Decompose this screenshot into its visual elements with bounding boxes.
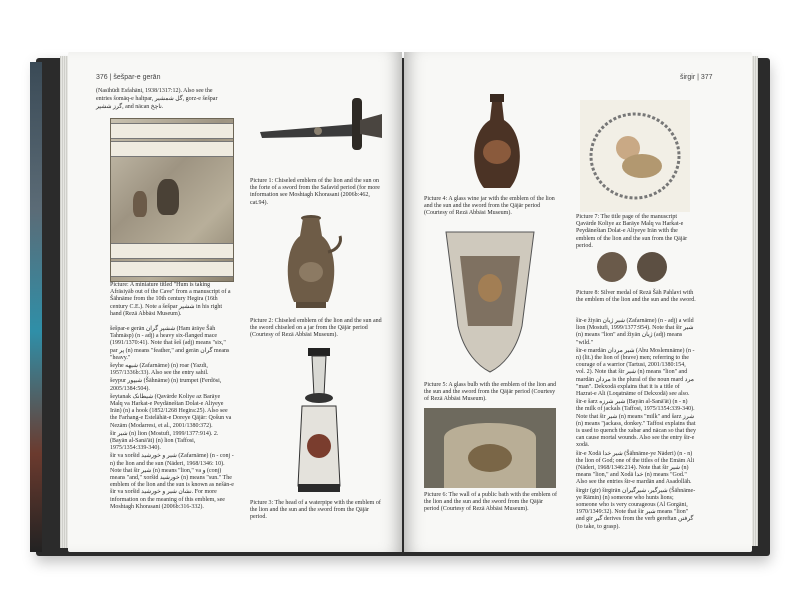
left-col-intro (96, 88, 236, 113)
entry-seypur: šeypur شیپور (Šāhnāme) (n) trumpet (Ferdōsi, 2005/1384:504). (110, 378, 222, 392)
miniature-figure-2 (133, 191, 147, 217)
public-bath-wall-image (424, 408, 556, 488)
silver-medal-image (594, 250, 674, 284)
miniature-caption: Picture: A miniature titled "Hum is taking Afrāsiyāb out of the Cave" from a manuscript of a Šāhnāme from the 10th century Hegira (16th century C.E.). Note a šešpar ششپر in his right hand (Rezā Abbāsi Museum). (110, 282, 231, 317)
picture-5-caption: Picture 5: A glass bulb with the emblem of the lion and the sun and the sword from the Qājār period (Courtesy of Rezā Abbāsi Museum). (424, 382, 557, 403)
glass-wine-jar-image (462, 92, 532, 192)
entry-sirgir: širgir (gir) širgirān شیرگیر، شیرگیران (Šāhnāme-ye Rāmin) (n) someone who hunts lions; someone who is very courageous (Al Gorgāni, 1970/1349:32). Note that šir شیر means "lion" and gir گیر derives from the verb gereftan گرفتن (to take, to grasp). (576, 487, 696, 530)
miniature-painting-image (110, 118, 234, 282)
book-spine-edge (30, 62, 42, 552)
miniature-text-band-3 (111, 243, 233, 259)
left-entries (110, 326, 234, 512)
entry-sir-va-xorsid: šir va xoršid شیر و خورشید (Zafarnāme) (n - conj - n) the lion and the sun (Nāderi, 1968/1346: 10). Note that šir شیر (n) means "lion," va و (conj) means "and," xoršid خورشید (n) means "sun." The emblem of the lion and the sun is known as nešān-e šir va xoršid نشان شیر و خورشید. For more information on the meaning of this emblem, see Moshtagh Khorasani (2006b:316-332). (110, 453, 234, 510)
entry-sir: šir شیر (n) lion (Mostufi, 1999/1377:914). 2. (Bayān al-Sanā'āt) (n) lion (Taffosi, 1975/1354:339-340). (110, 430, 219, 452)
left-page-header: 376 | šešpar-e gerān (96, 74, 161, 81)
sword-hilt-image (256, 94, 386, 154)
entry-sir-e-sarz: šir-e šarz شیر شرزه (Bayān al-Sanā'āt) (n - n) the milk of jackals (Taffosi, 1975/1354:339-340). Note that šir شیر (n) means "milk" and šarz شرز (n) means "jackass, donkey." Taffosi explains that is used to quench the xabar and nācan so that they can cause mortal wounds. Also see the entry šir-e xodā. (576, 399, 696, 449)
entry-sir-e-mardan: šir-e mardān شیر مردان (Abu Moslemnāme) (n - n) (lit.) the lion of (brave) men; referring to the courage of a warrior (Tartusi, 2001/1380:154, vol. 2). Note that šir شیر (n) means "lion" and mardān مردان is the plural of the noun mard مرد "man". Dekxodā explains that it is a title of Hazrat-e Ali (Loqatnāme of Dekxodā) see also. (576, 347, 695, 398)
miniature-text-band-top (111, 123, 233, 139)
entry-sespar-e-geran: šešpar-e gerān ششپر گران (Ham ārāye Šāh Tahmāsp) (n - adj) a heavy six-flanged mace (1991/1370:41). Note that šeš (adj) means "six," par پر (n) means "feather," and gerān گران means "heavy." (110, 326, 230, 361)
glass-bulb-image (440, 226, 540, 376)
manuscript-title-page-image (580, 100, 690, 212)
intro-line-2: entries šomāq-e haltpar, گل شمشیر, gorz-e šešpar (96, 96, 218, 103)
entry-sir-e-xoda: šir-e Xodā شیر خدا (Šāhnāme-ye Nāderi) (n - n) the lion of God; one of the titles of the Emām Ali (Nāderi, 1968/1346:214). Note that šir شیر (n) means "lion," and Xodā خدا (n) means "God." Also see the entries šir-e mardān and Asadollāh. (576, 450, 695, 486)
miniature-figure (157, 179, 179, 215)
picture-4-caption: Picture 4: A glass wine jar with the emblem of the lion and the sun and the sword from the Qājār period (Courtesy of Rezā Abbāsi Museum). (424, 196, 555, 217)
intro-line-1: (Nasīhūdi Esfahāni, 1938/1317:12). Also see the (96, 88, 213, 94)
miniature-text-band-2 (111, 141, 233, 157)
picture-8-caption: Picture 8: Silver medal of Rezā Šāh Pahlavi with the emblem of the lion and the sun and the sword. (576, 290, 696, 304)
right-entries (576, 318, 696, 532)
picture-2-caption: Picture 2: Chiseled emblem of the lion and the sun and the sword chiseled on a jar from the Qājār period (Courtesy of Rezā Abbāsi Museum). (250, 318, 382, 339)
picture-1-caption: Picture 1: Chiseled emblem of the lion and the sun on the forte of a sword from the Safavid period (for more information see Moshtagh Khorasani (2006b:462, cat.94). (250, 178, 380, 206)
intro-line-3: گرز ششپر, and nācan ناچخ. (96, 104, 164, 111)
entry-seytanak: šeytanak شیطانک (Qavārde Koliye az Barāye Malq va Harkat-e Peydāneštan Dolat-e Aliyeye Irān) (n) a hook (1852/1268 Hegira:25). Also see the Farhang-e Estelāhāt-e Doreye Qājār: Qošun va Nezām (Modarresi, et al., 2001/1380:372). (110, 393, 232, 429)
jar-image (278, 212, 348, 312)
entry-seyhe: šeyhe شیهه (Zafarnāme) (n) roar (Yazdi, 1957/1336b:33). Also see the entry sahil. (110, 363, 209, 377)
right-page-header: širgir | 377 (680, 74, 713, 81)
entry-sir-e-ziyan: šir-e žiyān شیر ژیان (Zafarnāme) (n - adj) a wild lion (Mostufi, 1999/1377:954). Note that šir شیر (n) means "lion" and žiyān ژیان (adj) means "wild." (576, 318, 694, 346)
picture-6-caption: Picture 6: The wall of a public bath with the emblem of the lion and the sun and the sword from the Qājār period (Courtesy of Rezā Abbāsi Museum). (424, 492, 558, 513)
miniature-text-band-bottom (111, 261, 233, 277)
waterpipe-image (288, 346, 348, 496)
picture-7-caption: Picture 7: The title page of the manuscript Qavārde Koliye az Barāye Malq va Harkat-e Peydāneštan Dolat-e Aliyeye Irān with the emblem of the lion and the sun from the Qājār period. (576, 214, 688, 249)
picture-3-caption: Picture 3: The head of a waterpipe with the emblem of the lion and the sun and the sword from the Qājār period. (250, 500, 381, 521)
